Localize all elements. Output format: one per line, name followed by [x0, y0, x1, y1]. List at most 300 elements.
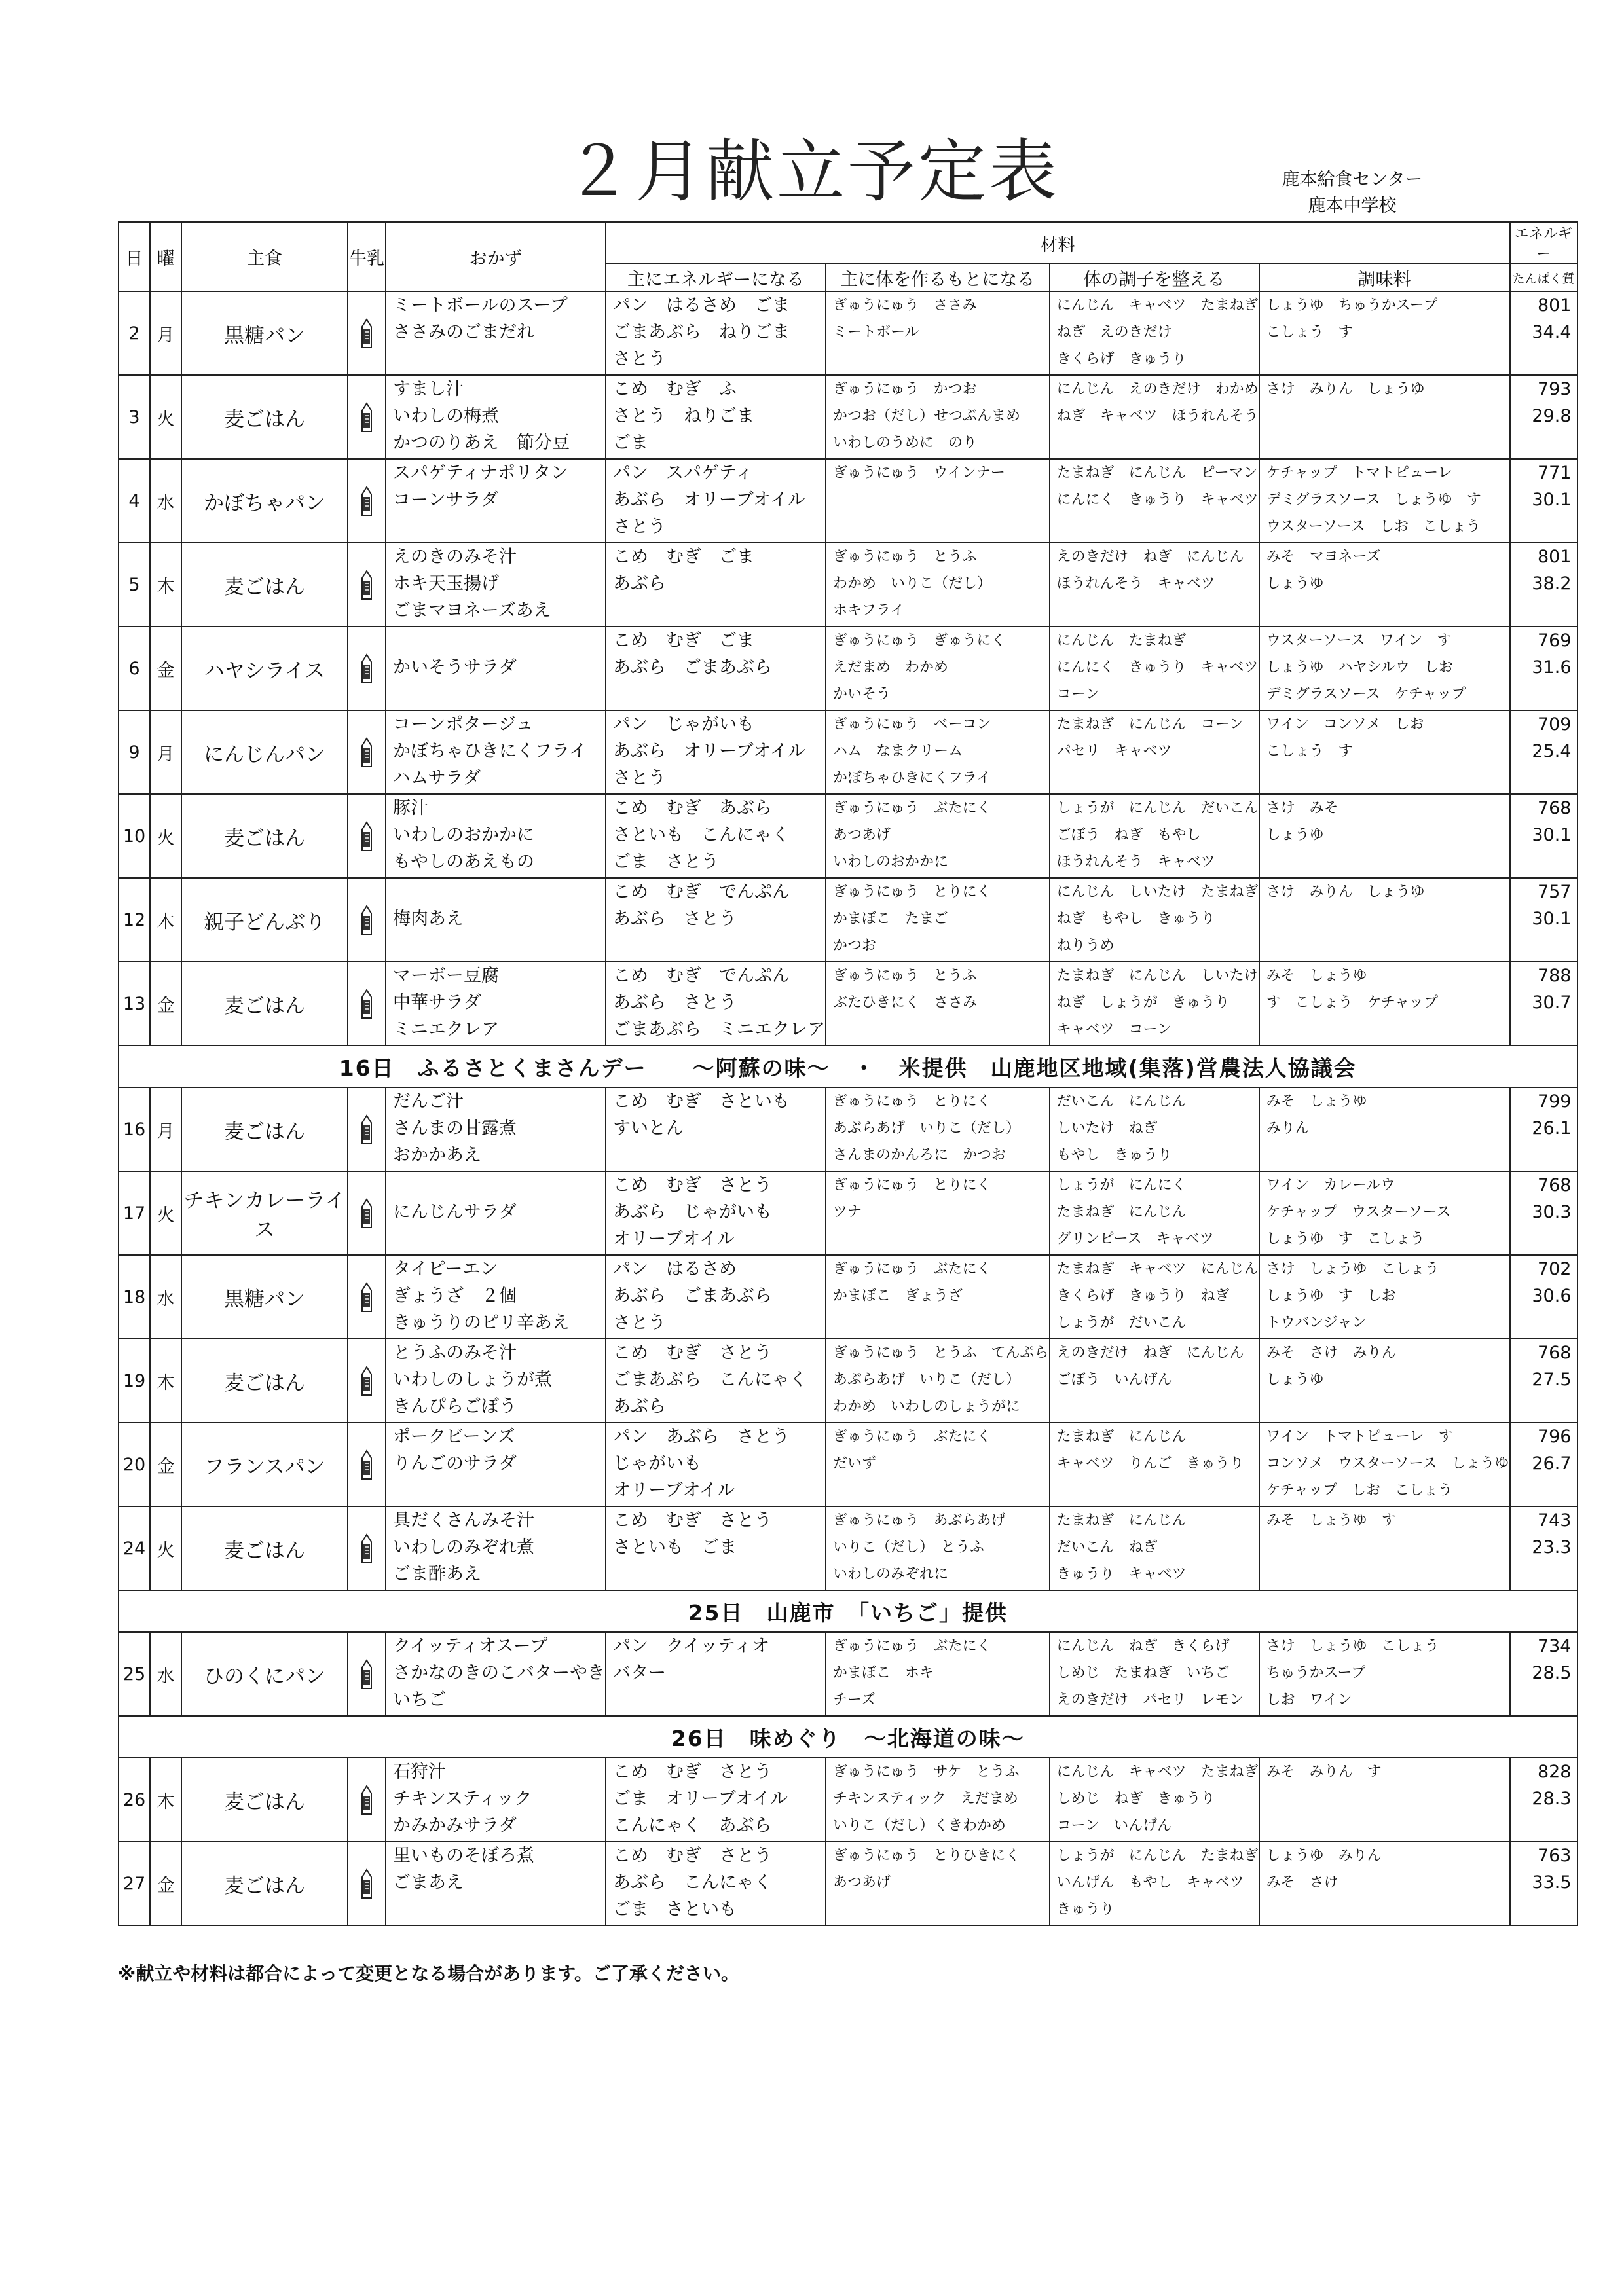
- body-foods-cell-line: ぎゅうにゅう あぶらあげ: [833, 1512, 1006, 1529]
- regulate-foods-cell-line: キャベツ コーン: [1056, 1021, 1172, 1038]
- dishes-cell-line: ぎょうざ ２個: [393, 1286, 517, 1306]
- weekday-cell: 金: [150, 627, 181, 710]
- energy-foods-cell: [606, 1339, 826, 1423]
- table-row: [119, 543, 1578, 627]
- body-foods-cell: [826, 878, 1050, 962]
- dishes-cell-line: 具だくさんみそ汁: [393, 1510, 534, 1531]
- protein-value: 38.2: [1532, 574, 1572, 594]
- weekday-cell: 月: [150, 710, 181, 794]
- weekday-cell: 月: [150, 291, 181, 375]
- energy-foods-cell-line: あぶら ごまあぶら: [613, 657, 772, 678]
- regulate-foods-cell-line: ごぼう いんげん: [1056, 1372, 1172, 1388]
- energy-foods-cell-line: [613, 1142, 825, 1169]
- energy-foods-cell-line: こめ むぎ さとう: [613, 1846, 772, 1866]
- seasoning-cell-line: こしょう す: [1266, 324, 1353, 340]
- regulate-foods-cell-line: ねりうめ: [1056, 938, 1115, 954]
- body-foods-cell: [826, 543, 1050, 627]
- seasoning-cell-line: ウスターソース しお こしょう: [1266, 519, 1481, 535]
- dishes-cell: [386, 1087, 606, 1171]
- energy-foods-cell: [606, 878, 826, 962]
- body-foods-cell-line: ハム なまクリーム: [833, 743, 963, 759]
- protein-value: 31.6: [1532, 657, 1572, 678]
- energy-foods-cell-line: さとう: [613, 768, 666, 788]
- table-row: [119, 794, 1578, 878]
- weekday-cell: 火: [150, 1171, 181, 1255]
- body-foods-cell-line: かまぼこ ぎょうざ: [833, 1288, 963, 1304]
- dishes-cell: [386, 1758, 606, 1842]
- energy-foods-cell: [606, 459, 826, 543]
- regulate-foods-cell-line: ほうれんそう キャベツ: [1056, 575, 1215, 592]
- protein-value: 30.1: [1532, 909, 1572, 929]
- day-cell: 6: [119, 627, 150, 710]
- header-staple: 主食: [181, 222, 348, 291]
- seasoning-cell: [1259, 459, 1510, 543]
- dishes-cell: [386, 627, 606, 710]
- energy-foods-cell-line: [613, 1561, 825, 1588]
- seasoning-cell-line: ワイン トマトピューレ す: [1266, 1429, 1453, 1445]
- energy-foods-cell: [606, 710, 826, 794]
- energy-foods-cell-line: さといも ごま: [613, 1537, 737, 1558]
- regulate-foods-cell-line: もやし きゅうり: [1056, 1147, 1172, 1163]
- regulate-foods-cell-line: しょうが にんにく: [1056, 1177, 1187, 1194]
- day-cell: 2: [119, 291, 150, 375]
- protein-value: 34.4: [1532, 322, 1572, 342]
- regulate-foods-cell-line: [1057, 765, 1259, 792]
- energy-foods-cell-line: あぶら オリーブオイル: [613, 741, 806, 761]
- milk-carton-icon: [348, 1658, 385, 1690]
- dishes-cell-line: 梅肉あえ: [393, 909, 464, 929]
- energy-foods-cell-line: オリーブオイル: [613, 1480, 735, 1501]
- table-row: [119, 291, 1578, 375]
- regulate-foods-cell-line: きくらげ きゅうり ねぎ: [1056, 1288, 1230, 1304]
- regulate-foods-cell-line: きゅうり: [1056, 1901, 1115, 1918]
- nutrition-cell: [1510, 627, 1578, 710]
- seasoning-cell-line: コンソメ ウスターソース しょうゆ: [1266, 1455, 1509, 1472]
- dishes-cell-line: スパゲティナポリタン: [393, 463, 568, 483]
- seasoning-cell: [1259, 1506, 1510, 1590]
- energy-value: 788: [1537, 966, 1572, 986]
- seasoning-cell: [1259, 1255, 1510, 1339]
- energy-foods-cell: [606, 1632, 826, 1716]
- regulate-foods-cell: [1050, 1632, 1259, 1716]
- body-foods-cell: [826, 1632, 1050, 1716]
- weekday-cell: 木: [150, 1758, 181, 1842]
- nutrition-cell: [1510, 1255, 1578, 1339]
- seasoning-cell: [1259, 1842, 1510, 1925]
- regulate-foods-cell-line: ごぼう ねぎ もやし: [1056, 827, 1201, 843]
- body-foods-cell-line: ぎゅうにゅう とうふ: [833, 549, 977, 565]
- seasoning-cell-line: みそ しょうゆ: [1266, 968, 1367, 984]
- table-header: [119, 222, 1578, 291]
- seasoning-cell: [1259, 375, 1510, 459]
- protein-value: 29.8: [1532, 406, 1572, 426]
- regulate-foods-cell: [1050, 1171, 1259, 1255]
- energy-foods-cell-line: こめ むぎ さとう: [613, 1762, 772, 1782]
- body-foods-cell-line: [833, 486, 1049, 513]
- milk-carton-icon: [348, 1365, 385, 1396]
- milk-carton-icon: [348, 820, 385, 852]
- milk-cell: [348, 962, 386, 1046]
- regulate-foods-cell-line: [1057, 429, 1259, 456]
- header-weekday: 曜: [150, 222, 181, 291]
- milk-cell: [348, 375, 386, 459]
- dishes-cell-line: とうふのみそ汁: [393, 1343, 517, 1363]
- dishes-cell-line: 中華サラダ: [393, 993, 481, 1013]
- energy-foods-cell-line: さとう: [613, 349, 666, 369]
- seasoning-cell-line: [1266, 1785, 1509, 1812]
- regulate-foods-cell-line: にんじん キャベツ たまねぎ: [1056, 297, 1259, 314]
- energy-foods-cell-line: こめ むぎ でんぷん: [613, 882, 790, 902]
- energy-foods-cell-line: あぶら: [613, 1396, 666, 1417]
- dishes-cell: [386, 291, 606, 375]
- dishes-cell-line: [393, 1477, 605, 1504]
- regulate-foods-cell: [1050, 1087, 1259, 1171]
- dishes-cell-line: タイピーエン: [393, 1259, 498, 1279]
- regulate-foods-cell-line: にんにく きゅうり キャベツ: [1056, 492, 1259, 508]
- protein-value: 23.3: [1532, 1537, 1572, 1558]
- energy-foods-cell-line: [613, 597, 825, 624]
- seasoning-cell-line: [1266, 346, 1509, 373]
- milk-cell: [348, 1171, 386, 1255]
- dishes-cell: [386, 1506, 606, 1590]
- milk-cell: [348, 1632, 386, 1716]
- nutrition-cell: [1510, 543, 1578, 627]
- body-foods-cell-line: かいそう: [833, 686, 891, 702]
- header-dishes: おかず: [386, 222, 606, 291]
- protein-value: 25.4: [1532, 741, 1572, 761]
- day-cell: 17: [119, 1171, 150, 1255]
- body-foods-cell-line: ぎゅうにゅう とうふ: [833, 968, 977, 984]
- energy-foods-cell-line: こめ むぎ さといも: [613, 1091, 790, 1112]
- weekday-cell: 月: [150, 1087, 181, 1171]
- nutrition-cell: [1510, 1758, 1578, 1842]
- seasoning-cell: [1259, 1339, 1510, 1423]
- staple-cell: 麦ごはん: [181, 1506, 348, 1590]
- body-foods-cell-line: いわしのおかかに: [833, 854, 949, 870]
- weekday-cell: 木: [150, 878, 181, 962]
- regulate-foods-cell-line: グリンピース キャベツ: [1056, 1231, 1214, 1247]
- body-foods-cell-line: いりこ（だし） とうふ: [833, 1539, 985, 1556]
- body-foods-cell: [826, 1087, 1050, 1171]
- dishes-cell-line: [393, 513, 605, 540]
- seasoning-cell: [1259, 1171, 1510, 1255]
- energy-foods-cell-line: バター: [613, 1663, 666, 1683]
- regulate-foods-cell: [1050, 1758, 1259, 1842]
- day-cell: 9: [119, 710, 150, 794]
- staple-cell: 親子どんぶり: [181, 878, 348, 962]
- seasoning-cell-line: デミグラスソース ケチャップ: [1266, 686, 1466, 702]
- energy-foods-cell-line: さとう: [613, 1313, 666, 1333]
- energy-foods-cell: [606, 1842, 826, 1925]
- energy-foods-cell-line: あぶら オリーブオイル: [613, 490, 806, 510]
- energy-value: 768: [1537, 798, 1572, 818]
- milk-carton-icon: [348, 1449, 385, 1480]
- nutrition-cell: [1510, 878, 1578, 962]
- seasoning-cell-line: しょうゆ す しお: [1266, 1288, 1396, 1304]
- milk-cell: [348, 459, 386, 543]
- energy-foods-cell-line: ごま: [613, 433, 648, 453]
- regulate-foods-cell-line: たまねぎ キャベツ にんじん: [1056, 1261, 1259, 1277]
- nutrition-cell: [1510, 459, 1578, 543]
- seasoning-cell-line: ケチャップ トマトピューレ: [1266, 465, 1452, 481]
- nutrition-cell: [1510, 794, 1578, 878]
- header-milk: 牛乳: [348, 222, 386, 291]
- table-row: [119, 1171, 1578, 1255]
- body-foods-cell: [826, 1339, 1050, 1423]
- regulate-foods-cell-line: たまねぎ にんじん: [1056, 1429, 1187, 1445]
- body-foods-cell-line: あつあげ: [833, 827, 891, 843]
- dishes-cell-line: ホキ天玉揚げ: [393, 574, 499, 594]
- milk-carton-icon: [348, 1281, 385, 1313]
- body-foods-cell-line: [833, 1016, 1049, 1043]
- body-foods-cell-line: あぶらあげ いりこ（だし）: [833, 1372, 1021, 1388]
- energy-value: 757: [1537, 882, 1572, 902]
- body-foods-cell-line: あつあげ: [833, 1874, 891, 1891]
- milk-cell: [348, 1506, 386, 1590]
- dishes-cell-line: [393, 1896, 605, 1923]
- seasoning-cell-line: [1266, 1561, 1509, 1588]
- regulate-foods-cell: [1050, 962, 1259, 1046]
- energy-value: 769: [1537, 630, 1572, 651]
- dishes-cell-line: きんぴらごぼう: [393, 1396, 517, 1417]
- weekday-cell: 木: [150, 1339, 181, 1423]
- regulate-foods-cell-line: ねぎ キャベツ ほうれんそう: [1056, 408, 1259, 424]
- seasoning-cell: [1259, 627, 1510, 710]
- regulate-foods-cell: [1050, 459, 1259, 543]
- dishes-cell-line: コーンポタージュ: [393, 714, 534, 735]
- milk-carton-icon: [348, 653, 385, 684]
- seasoning-cell-line: しょうゆ ちゅうかスープ: [1266, 297, 1438, 314]
- dishes-cell-line: ポークビーンズ: [393, 1427, 515, 1447]
- protein-value: 30.1: [1532, 490, 1572, 510]
- header-energy: エネルギー: [1510, 222, 1578, 264]
- dishes-cell-line: [393, 627, 605, 654]
- day-cell: 12: [119, 878, 150, 962]
- header-regulate-foods: 体の調子を整える: [1050, 264, 1259, 291]
- weekday-cell: 金: [150, 1842, 181, 1925]
- seasoning-cell-line: しょうゆ: [1266, 1372, 1324, 1388]
- nutrition-cell: [1510, 1423, 1578, 1506]
- seasoning-cell: [1259, 1632, 1510, 1716]
- dishes-cell-line: いわしのみぞれ煮: [393, 1537, 534, 1558]
- seasoning-cell-line: デミグラスソース しょうゆ す: [1266, 492, 1481, 508]
- seasoning-cell-line: みそ しょうゆ: [1266, 1093, 1367, 1110]
- regulate-foods-cell-line: ねぎ しょうが きゅうり: [1056, 994, 1230, 1011]
- seasoning-cell-line: みそ しょうゆ す: [1266, 1512, 1396, 1529]
- day-cell: 3: [119, 375, 150, 459]
- page-title: ２月献立予定表: [564, 132, 1060, 211]
- body-foods-cell-line: [833, 346, 1049, 373]
- body-foods-cell: [826, 1758, 1050, 1842]
- seasoning-cell: [1259, 710, 1510, 794]
- energy-foods-cell-line: こめ むぎ あぶら: [613, 798, 772, 818]
- seasoning-cell-line: みそ マヨネーズ: [1266, 549, 1381, 565]
- milk-carton-icon: [348, 1533, 385, 1564]
- body-foods-cell-line: かまぼこ たまご: [833, 911, 949, 927]
- header-energy-foods: 主にエネルギーになる: [606, 264, 826, 291]
- table-row: [119, 459, 1578, 543]
- body-foods-cell-line: かぼちゃひきにくフライ: [833, 770, 991, 786]
- table-body: [119, 291, 1578, 1925]
- regulate-foods-cell-line: にんじん キャベツ たまねぎ: [1056, 1764, 1259, 1780]
- milk-cell: [348, 1842, 386, 1925]
- seasoning-cell: [1259, 962, 1510, 1046]
- energy-value: 793: [1537, 379, 1572, 399]
- energy-foods-cell: [606, 962, 826, 1046]
- energy-foods-cell-line: パン はるさめ: [613, 1259, 737, 1279]
- energy-value: 796: [1537, 1427, 1572, 1447]
- regulate-foods-cell-line: しょうが にんじん だいこん: [1056, 800, 1259, 816]
- dishes-cell: [386, 543, 606, 627]
- seasoning-cell: [1259, 543, 1510, 627]
- event-banner-row: [119, 1716, 1578, 1758]
- header-seasoning: 調味料: [1259, 264, 1510, 291]
- nutrition-cell: [1510, 291, 1578, 375]
- seasoning-cell: [1259, 1758, 1510, 1842]
- regulate-foods-cell-line: たまねぎ にんじん: [1056, 1204, 1187, 1220]
- dishes-cell: [386, 1632, 606, 1716]
- dishes-cell-line: いちご: [393, 1690, 446, 1710]
- regulate-foods-cell-line: えのきだけ ねぎ にんじん: [1056, 1345, 1244, 1361]
- staple-cell: 麦ごはん: [181, 794, 348, 878]
- milk-cell: [348, 710, 386, 794]
- regulate-foods-cell-line: えのきだけ ねぎ にんじん: [1056, 549, 1244, 565]
- dishes-cell-line: 豚汁: [393, 798, 428, 818]
- energy-foods-cell-line: こめ むぎ さとう: [613, 1343, 772, 1363]
- dishes-cell: [386, 794, 606, 878]
- body-foods-cell-line: [833, 1226, 1049, 1252]
- footnote: ※献立や材料は都合によって変更となる場合があります。ご了承ください。: [118, 1963, 739, 1984]
- milk-cell: [348, 1255, 386, 1339]
- energy-foods-cell-line: さとう: [613, 517, 666, 537]
- day-cell: 24: [119, 1506, 150, 1590]
- body-foods-cell: [826, 1842, 1050, 1925]
- energy-foods-cell: [606, 627, 826, 710]
- body-foods-cell-line: あぶらあげ いりこ（だし）: [833, 1120, 1021, 1137]
- dishes-cell: [386, 1171, 606, 1255]
- seasoning-cell-line: [1266, 1896, 1509, 1923]
- protein-value: 30.6: [1532, 1286, 1572, 1306]
- regulate-foods-cell-line: ほうれんそう キャベツ: [1056, 854, 1215, 870]
- seasoning-cell-line: みりん: [1266, 1120, 1310, 1137]
- milk-cell: [348, 1423, 386, 1506]
- seasoning-cell: [1259, 1423, 1510, 1506]
- dishes-cell: [386, 710, 606, 794]
- nutrition-cell: [1510, 962, 1578, 1046]
- energy-foods-cell-line: [613, 1686, 825, 1713]
- regulate-foods-cell: [1050, 1423, 1259, 1506]
- regulate-foods-cell: [1050, 627, 1259, 710]
- energy-foods-cell-line: あぶら さとう: [613, 993, 737, 1013]
- energy-foods-cell-line: ごまあぶら こんにゃく: [613, 1370, 807, 1390]
- seasoning-cell-line: す こしょう ケチャップ: [1266, 994, 1439, 1011]
- regulate-foods-cell-line: コーン いんげん: [1056, 1817, 1172, 1834]
- energy-foods-cell: [606, 794, 826, 878]
- regulate-foods-cell: [1050, 1506, 1259, 1590]
- seasoning-cell-line: みそ さけ: [1266, 1874, 1338, 1891]
- protein-value: 27.5: [1532, 1370, 1572, 1390]
- table-row: [119, 1506, 1578, 1590]
- dishes-cell-line: もやしのあえもの: [393, 852, 534, 872]
- dishes-cell-line: ごまマヨネーズあえ: [393, 600, 551, 621]
- seasoning-cell-line: ケチャップ しお こしょう: [1266, 1482, 1453, 1499]
- regulate-foods-cell: [1050, 1842, 1259, 1925]
- dishes-cell-line: 石狩汁: [393, 1762, 446, 1782]
- body-foods-cell-line: ミートボール: [833, 324, 919, 340]
- event-banner-row: [119, 1590, 1578, 1632]
- regulate-foods-cell-line: にんじん えのきだけ わかめ: [1056, 381, 1259, 397]
- seasoning-cell-line: ワイン コンソメ しお: [1266, 716, 1424, 733]
- seasoning-cell-line: ケチャップ ウスターソース: [1266, 1204, 1451, 1220]
- seasoning-cell-line: しょうゆ: [1266, 575, 1324, 592]
- regulate-foods-cell-line: たまねぎ にんじん しいたけ: [1056, 968, 1259, 984]
- seasoning-cell-line: [1266, 932, 1509, 959]
- table-row: [119, 1087, 1578, 1171]
- regulate-foods-cell: [1050, 1339, 1259, 1423]
- regulate-foods-cell-line: [1057, 1477, 1259, 1504]
- milk-cell: [348, 1339, 386, 1423]
- seasoning-cell-line: ちゅうかスープ: [1266, 1665, 1366, 1681]
- seasoning-cell-line: [1266, 1016, 1509, 1043]
- body-foods-cell-line: ぎゅうにゅう ぶたにく: [833, 1429, 991, 1445]
- body-foods-cell: [826, 375, 1050, 459]
- seasoning-cell-line: しょうゆ みりん: [1266, 1848, 1382, 1864]
- day-cell: 25: [119, 1632, 150, 1716]
- dishes-cell-line: ハムサラダ: [393, 768, 481, 788]
- milk-cell: [348, 878, 386, 962]
- regulate-foods-cell-line: コーン: [1056, 686, 1100, 702]
- energy-value: 801: [1537, 295, 1572, 316]
- milk-carton-icon: [348, 318, 385, 349]
- dishes-cell-line: にんじんサラダ: [393, 1202, 517, 1222]
- event-banner-row: [119, 1046, 1578, 1087]
- staple-cell: 黒糖パン: [181, 291, 348, 375]
- body-foods-cell-line: ぎゅうにゅう とりにく: [833, 1177, 991, 1194]
- body-foods-cell-line: ぎゅうにゅう ぶたにく: [833, 800, 991, 816]
- table-row: [119, 1632, 1578, 1716]
- seasoning-cell-line: ワイン カレールウ: [1266, 1177, 1395, 1194]
- regulate-foods-cell: [1050, 794, 1259, 878]
- body-foods-cell-line: かつお: [833, 938, 877, 954]
- body-foods-cell-line: ぎゅうにゅう ささみ: [833, 297, 977, 314]
- energy-foods-cell: [606, 291, 826, 375]
- regulate-foods-cell-line: しょうが だいこん: [1056, 1315, 1187, 1331]
- dishes-cell-line: ささみのごまだれ: [393, 322, 534, 342]
- regulate-foods-cell-line: たまねぎ にんじん: [1056, 1512, 1187, 1529]
- seasoning-cell-line: [1266, 1812, 1509, 1839]
- energy-foods-cell: [606, 1087, 826, 1171]
- milk-carton-icon: [348, 1868, 385, 1899]
- table-row: [119, 1758, 1578, 1842]
- regulate-foods-cell-line: [1057, 597, 1259, 624]
- milk-carton-icon: [348, 904, 385, 936]
- dishes-cell-line: [393, 932, 605, 959]
- organization: [1247, 167, 1457, 219]
- energy-foods-cell-line: ごま オリーブオイル: [613, 1789, 788, 1809]
- day-cell: 16: [119, 1087, 150, 1171]
- seasoning-cell-line: さけ しょうゆ こしょう: [1266, 1261, 1439, 1277]
- event-banner: 25日 山鹿市 「いちご」提供: [119, 1590, 1578, 1632]
- energy-foods-cell-line: さとう ねりごま: [613, 406, 754, 426]
- energy-value: 771: [1537, 463, 1572, 483]
- energy-foods-cell: [606, 1758, 826, 1842]
- energy-foods-cell-line: [613, 932, 825, 959]
- table-row: [119, 1423, 1578, 1506]
- energy-foods-cell-line: こめ むぎ さとう: [613, 1175, 772, 1195]
- milk-cell: [348, 794, 386, 878]
- dishes-cell: [386, 962, 606, 1046]
- dishes-cell-line: コーンサラダ: [393, 490, 499, 510]
